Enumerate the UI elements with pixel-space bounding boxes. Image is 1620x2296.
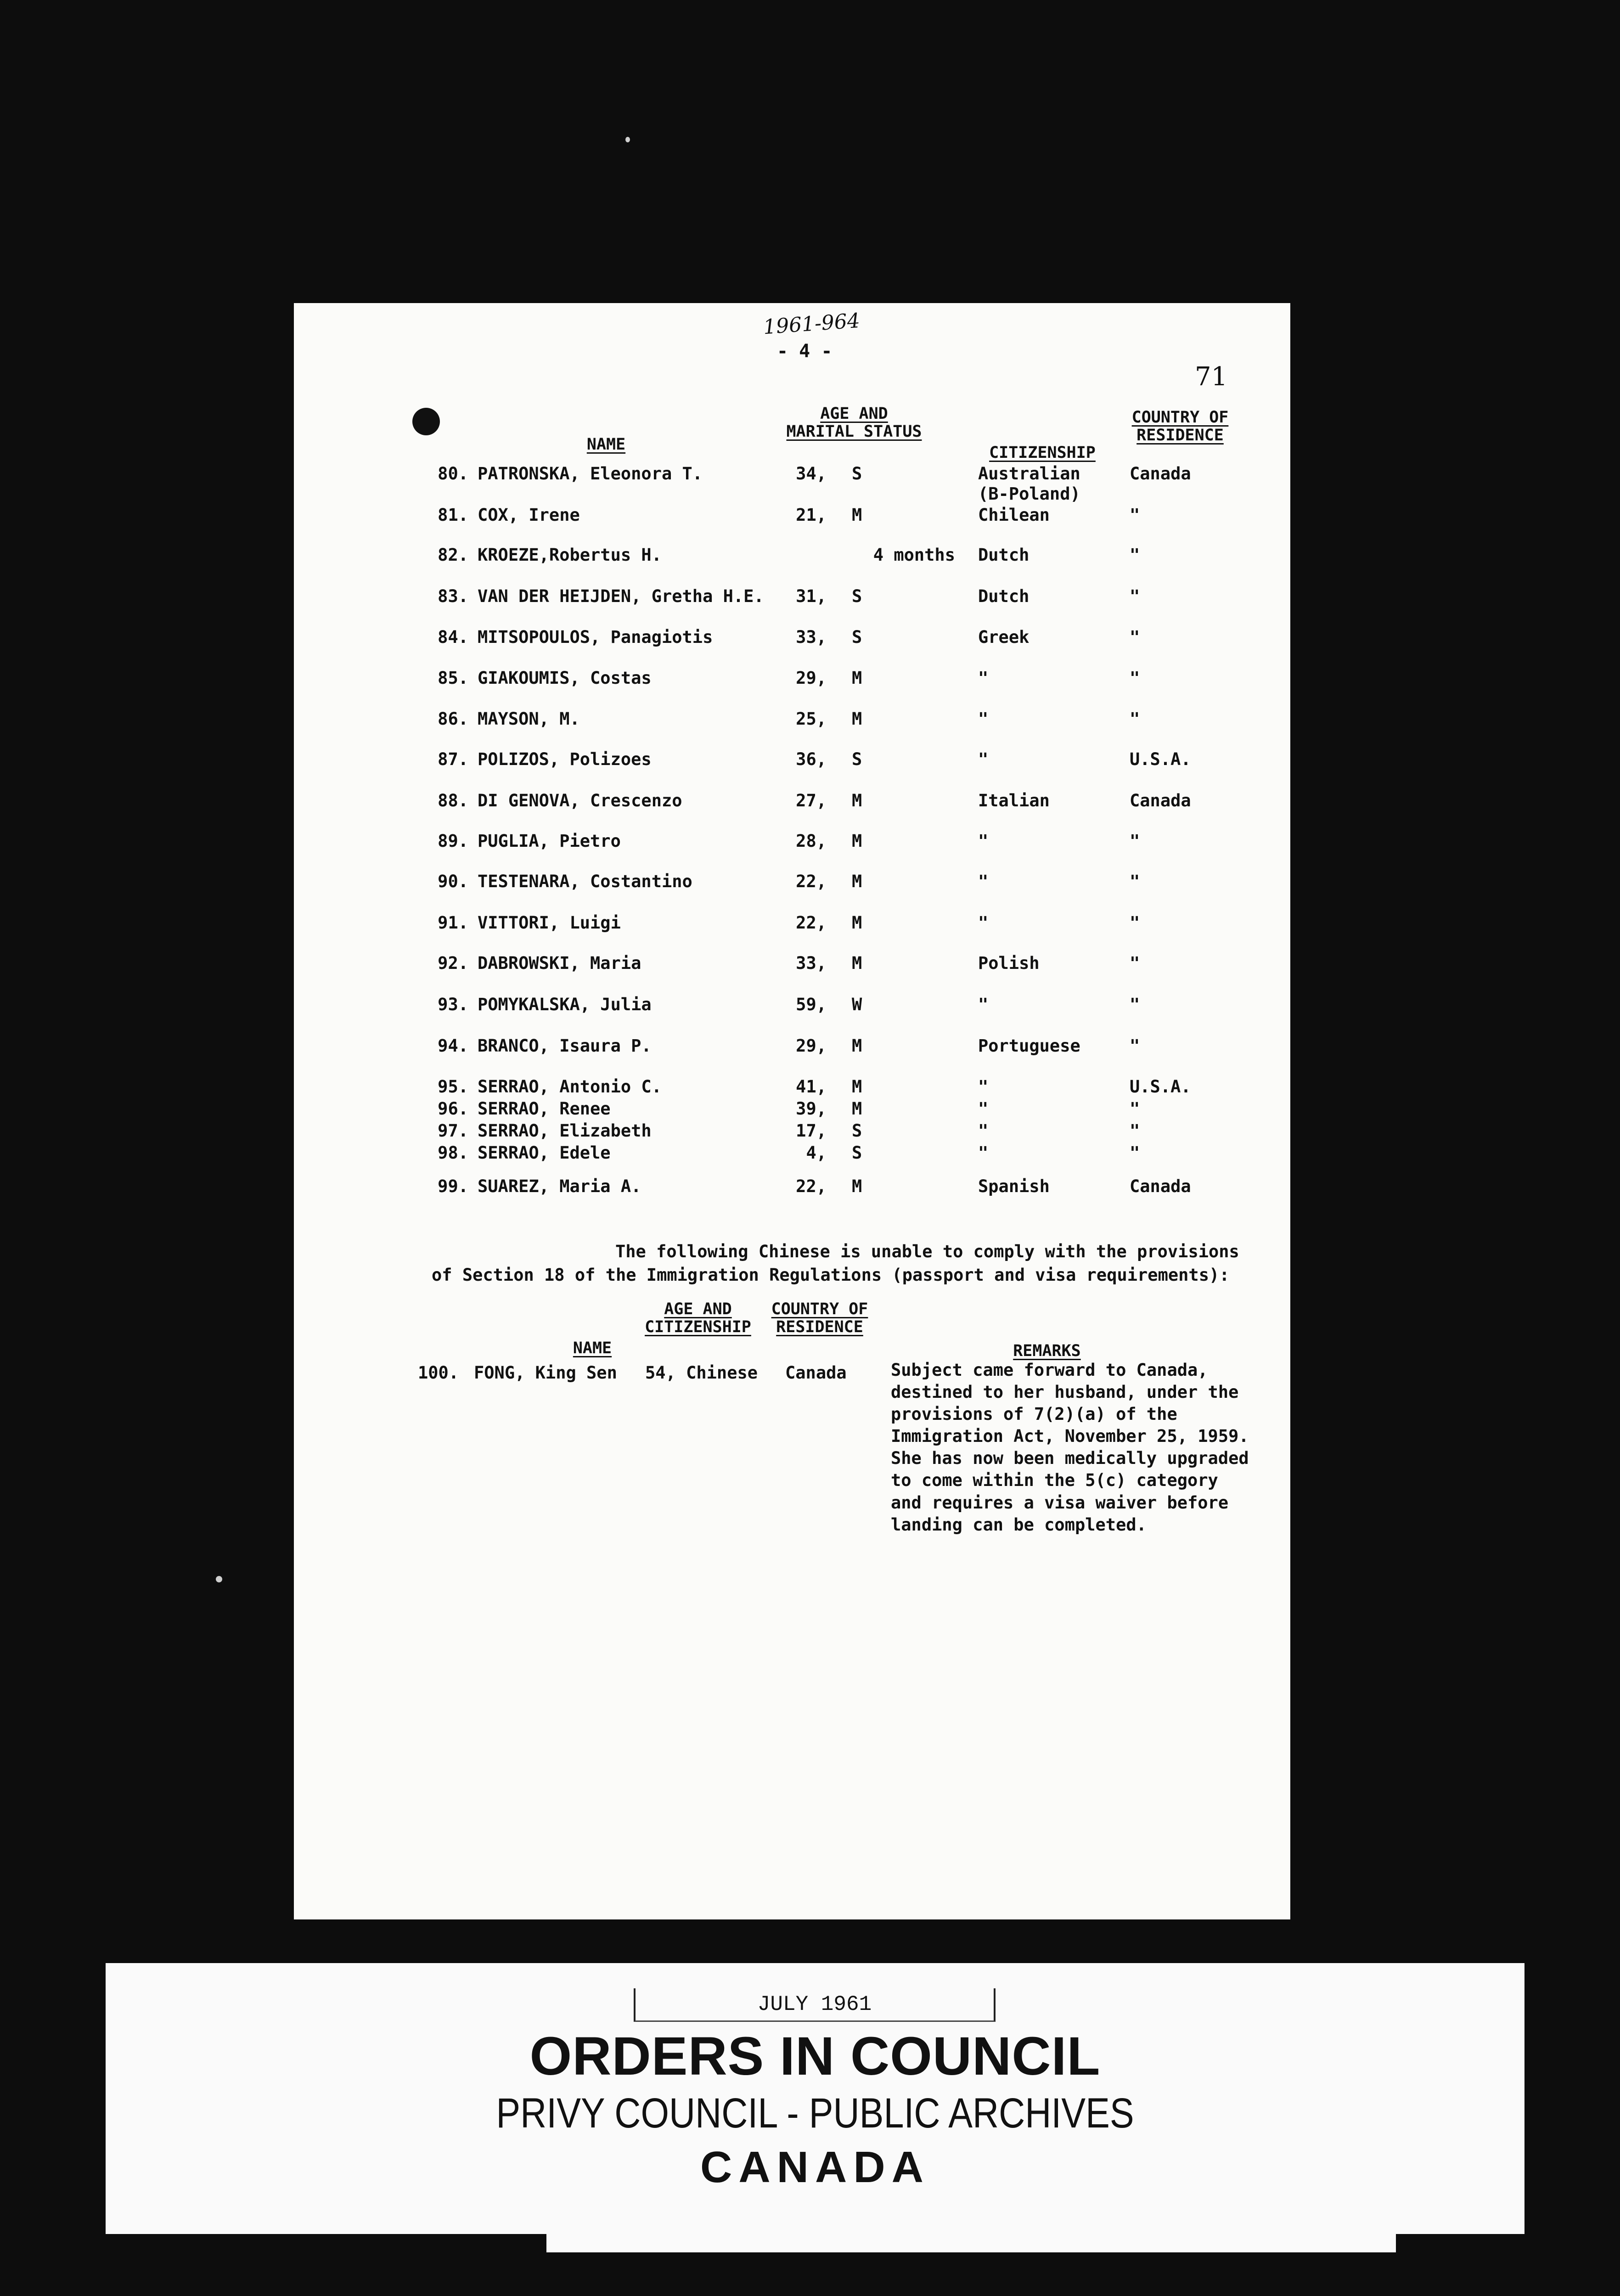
table-row xyxy=(294,749,1290,772)
row-citizenship: " xyxy=(978,1121,989,1141)
archive-title: ORDERS IN COUNCIL xyxy=(529,2026,1101,2087)
row-residence: " xyxy=(1130,913,1140,933)
row-number: 87. xyxy=(438,749,468,769)
chinese-header-name: NAME xyxy=(573,1339,612,1357)
row-residence: U.S.A. xyxy=(1130,749,1191,769)
row-number: 92. xyxy=(438,953,468,973)
header-country-of-residence: COUNTRY OF RESIDENCE xyxy=(1131,408,1229,445)
row-marital-status: S xyxy=(852,1121,862,1141)
header-age-marital-status: AGE AND MARITAL STATUS xyxy=(786,405,922,441)
row-residence: " xyxy=(1130,545,1140,565)
row-name: GIAKOUMIS, Costas xyxy=(478,668,652,688)
folio-number: 71 xyxy=(1195,362,1228,392)
row-number: 84. xyxy=(438,627,468,647)
row-age: 22, xyxy=(796,1176,827,1196)
header-citizenship: CITIZENSHIP xyxy=(989,443,1096,462)
row-marital-status: S xyxy=(852,627,862,647)
row-age: 59, xyxy=(796,995,827,1014)
header-name: NAME xyxy=(586,435,626,454)
row-age: 21, xyxy=(796,505,827,525)
row-name: SERRAO, Antonio C. xyxy=(478,1077,662,1097)
row-residence: " xyxy=(1130,953,1140,973)
table-row xyxy=(294,709,1290,732)
table-row xyxy=(294,1036,1290,1059)
table-row xyxy=(294,831,1290,854)
row-marital-status: M xyxy=(852,1099,862,1119)
row-name: SUAREZ, Maria A. xyxy=(478,1176,641,1196)
table-row xyxy=(294,791,1290,814)
row-age: 28, xyxy=(796,831,827,851)
row-name: MITSOPOULOS, Panagiotis xyxy=(478,627,713,647)
row-residence: " xyxy=(1130,1036,1140,1056)
row-name: DABROWSKI, Maria xyxy=(478,953,641,973)
film-speck xyxy=(216,1576,222,1582)
row-age: 25, xyxy=(796,709,827,729)
row-marital-status: M xyxy=(852,1077,862,1097)
table-row xyxy=(294,627,1290,650)
chinese-row-age-citizenship: 54, Chinese xyxy=(645,1363,758,1383)
row-name: SERRAO, Renee xyxy=(478,1099,611,1119)
row-marital-status: M xyxy=(852,872,862,891)
remarks-line: destined to her husband, under the xyxy=(891,1382,1239,1402)
row-number: 91. xyxy=(438,913,468,933)
table-row xyxy=(294,464,1290,504)
table-row xyxy=(294,1099,1290,1122)
row-citizenship-note: (B-Poland) xyxy=(978,484,1080,504)
row-residence: Canada xyxy=(1130,1176,1191,1196)
row-name: SERRAO, Elizabeth xyxy=(478,1121,652,1141)
row-number: 95. xyxy=(438,1077,468,1097)
row-name: KROEZE,Robertus H. xyxy=(478,545,662,565)
table-row xyxy=(294,872,1290,895)
row-number: 83. xyxy=(438,586,468,606)
row-residence: " xyxy=(1130,505,1140,525)
table-row xyxy=(294,505,1290,528)
row-citizenship: Dutch xyxy=(978,586,1029,606)
row-marital-status: S xyxy=(852,1143,862,1163)
row-citizenship: " xyxy=(978,913,989,933)
row-marital-status: M xyxy=(852,709,862,729)
row-number: 98. xyxy=(438,1143,468,1163)
row-residence: " xyxy=(1130,995,1140,1014)
row-number: 90. xyxy=(438,872,468,891)
document-page xyxy=(294,303,1290,1919)
row-age: 27, xyxy=(796,791,827,810)
page-marker: - 4 - xyxy=(777,341,832,362)
row-citizenship: " xyxy=(978,1143,989,1163)
handwritten-reference: 1961-964 xyxy=(762,309,861,339)
row-citizenship: Australian xyxy=(978,464,1080,484)
row-residence: " xyxy=(1130,872,1140,891)
row-number: 94. xyxy=(438,1036,468,1056)
row-residence: U.S.A. xyxy=(1130,1077,1191,1097)
archive-label-lower-tab xyxy=(546,2234,1396,2252)
row-age: 36, xyxy=(796,749,827,769)
row-name: VAN DER HEIJDEN, Gretha H.E. xyxy=(478,586,764,606)
row-citizenship: " xyxy=(978,995,989,1014)
row-citizenship: Polish xyxy=(978,953,1040,973)
row-age: 29, xyxy=(796,1036,827,1056)
remarks-line: Subject came forward to Canada, xyxy=(891,1360,1208,1380)
chinese-header-country-of-residence: COUNTRY OF RESIDENCE xyxy=(771,1300,868,1336)
row-marital-status: M xyxy=(852,1176,862,1196)
row-name: SERRAO, Edele xyxy=(478,1143,611,1163)
row-residence: " xyxy=(1130,1121,1140,1141)
row-age: 34, xyxy=(796,464,827,484)
row-age: 31, xyxy=(796,586,827,606)
row-marital-status: S xyxy=(852,464,862,484)
row-name: POMYKALSKA, Julia xyxy=(478,995,652,1014)
row-name: PATRONSKA, Eleonora T. xyxy=(478,464,703,484)
row-residence: " xyxy=(1130,668,1140,688)
row-marital-status: M xyxy=(852,831,862,851)
table-row xyxy=(294,1121,1290,1144)
row-name: MAYSON, M. xyxy=(478,709,580,729)
table-row xyxy=(294,586,1290,609)
row-number: 82. xyxy=(438,545,468,565)
row-name: TESTENARA, Costantino xyxy=(478,872,692,891)
row-marital-status: S xyxy=(852,586,862,606)
row-citizenship: " xyxy=(978,1099,989,1119)
row-citizenship: " xyxy=(978,668,989,688)
chinese-row-remarks xyxy=(891,1359,1286,1536)
remarks-line: She has now been medically upgraded xyxy=(891,1448,1249,1469)
remarks-line: Immigration Act, November 25, 1959. xyxy=(891,1426,1249,1446)
row-marital-status: M xyxy=(852,1036,862,1056)
row-number: 81. xyxy=(438,505,468,525)
chinese-row-number: 100. xyxy=(418,1363,459,1383)
row-citizenship: Portuguese xyxy=(978,1036,1080,1056)
table-row xyxy=(294,913,1290,936)
row-residence: " xyxy=(1130,627,1140,647)
row-age: 33, xyxy=(796,953,827,973)
row-residence: " xyxy=(1130,831,1140,851)
row-marital-status: M xyxy=(852,913,862,933)
row-name: COX, Irene xyxy=(478,505,580,525)
row-number: 89. xyxy=(438,831,468,851)
row-age: 22, xyxy=(796,913,827,933)
row-residence: Canada xyxy=(1130,464,1191,484)
row-citizenship: " xyxy=(978,872,989,891)
archive-date-box: JULY 1961 xyxy=(634,1988,996,2022)
row-marital-status: M xyxy=(852,505,862,525)
row-residence: " xyxy=(1130,586,1140,606)
row-number: 96. xyxy=(438,1099,468,1119)
chinese-row-residence: Canada xyxy=(785,1363,847,1383)
row-name: POLIZOS, Polizoes xyxy=(478,749,652,769)
archive-label xyxy=(106,1963,1524,2234)
row-citizenship: Dutch xyxy=(978,545,1029,565)
punch-hole-mark xyxy=(412,408,440,435)
archive-country: CANADA xyxy=(700,2143,930,2192)
film-speck xyxy=(625,137,630,142)
row-name: BRANCO, Isaura P. xyxy=(478,1036,652,1056)
chinese-row-name: FONG, King Sen xyxy=(474,1363,617,1383)
row-residence: " xyxy=(1130,1099,1140,1119)
remarks-line: to come within the 5(c) category xyxy=(891,1470,1218,1491)
table-row xyxy=(294,953,1290,976)
remarks-line: and requires a visa waiver before xyxy=(891,1492,1229,1513)
row-citizenship: " xyxy=(978,709,989,729)
row-citizenship: " xyxy=(978,1077,989,1097)
row-citizenship: Greek xyxy=(978,627,1029,647)
row-age: 29, xyxy=(796,668,827,688)
row-age: 22, xyxy=(796,872,827,891)
row-age: 4 months xyxy=(873,545,955,565)
row-name: PUGLIA, Pietro xyxy=(478,831,621,851)
row-citizenship: Italian xyxy=(978,791,1050,810)
chinese-header-remarks: REMARKS xyxy=(1013,1341,1081,1360)
row-citizenship: Spanish xyxy=(978,1176,1050,1196)
chinese-header-age-citizenship: AGE AND CITIZENSHIP xyxy=(645,1300,751,1336)
row-number: 97. xyxy=(438,1121,468,1141)
row-citizenship: " xyxy=(978,749,989,769)
table-row xyxy=(294,545,1290,568)
intro-line-1: The following Chinese is unable to comply with the provisions xyxy=(615,1242,1239,1261)
chinese-section-intro xyxy=(432,1240,1286,1287)
row-number: 85. xyxy=(438,668,468,688)
row-age: 39, xyxy=(796,1099,827,1119)
row-number: 93. xyxy=(438,995,468,1014)
remarks-line: provisions of 7(2)(a) of the xyxy=(891,1404,1177,1424)
row-marital-status: M xyxy=(852,953,862,973)
table-row xyxy=(294,995,1290,1018)
row-citizenship: Chilean xyxy=(978,505,1050,525)
row-age: 33, xyxy=(796,627,827,647)
row-citizenship: " xyxy=(978,831,989,851)
row-residence: " xyxy=(1130,1143,1140,1163)
row-marital-status: M xyxy=(852,668,862,688)
table-row xyxy=(294,1176,1290,1199)
table-row xyxy=(294,1143,1290,1166)
row-name: DI GENOVA, Crescenzo xyxy=(478,791,682,810)
row-age: 41, xyxy=(796,1077,827,1097)
archive-subtitle: PRIVY COUNCIL - PUBLIC ARCHIVES xyxy=(496,2090,1134,2137)
row-marital-status: M xyxy=(852,791,862,810)
row-number: 99. xyxy=(438,1176,468,1196)
row-number: 86. xyxy=(438,709,468,729)
row-residence: Canada xyxy=(1130,791,1191,810)
table-row xyxy=(294,1077,1290,1100)
row-marital-status: W xyxy=(852,995,862,1014)
intro-line-2: of Section 18 of the Immigration Regulations (passport and visa requirements): xyxy=(432,1265,1230,1285)
remarks-line: landing can be completed. xyxy=(891,1514,1147,1535)
table-row xyxy=(294,668,1290,691)
row-name: VITTORI, Luigi xyxy=(478,913,621,933)
row-age: 17, xyxy=(796,1121,827,1141)
row-residence: " xyxy=(1130,709,1140,729)
row-age: 4, xyxy=(806,1143,827,1163)
row-marital-status: S xyxy=(852,749,862,769)
row-number: 88. xyxy=(438,791,468,810)
row-number: 80. xyxy=(438,464,468,484)
